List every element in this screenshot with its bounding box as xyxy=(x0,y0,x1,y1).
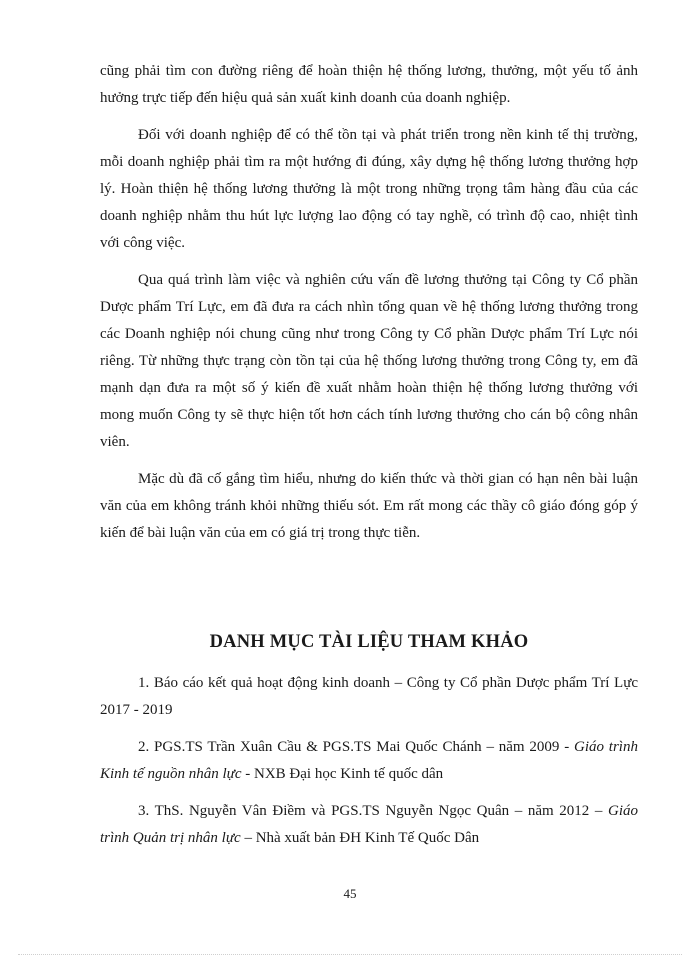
reference-item xyxy=(100,798,638,852)
reference-book-title: Giáo trình Quản trị nhân lực xyxy=(100,803,638,846)
body-text xyxy=(100,58,638,557)
paragraph: Qua quá trình làm việc và nghiên cứu vấn đề lương thưởng tại Công ty Cổ phần Dược phẩm Trí Lực, em đã đưa ra cách nhìn tổng quan về hệ thống lương thưởng trong các Doanh nghiệp nói chung cũng như trong Công ty Cổ phần Dược phẩm Trí Lực nói riêng. Từ những thực trạng còn tồn tại của hệ thống lương thưởng trong Công ty, em đã mạnh dạn đưa ra một số ý kiến đề xuất nhằm hoàn thiện hệ thống lương thưởng với mong muốn Công ty sẽ thực hiện tốt hơn cách tính lương thưởng cho cán bộ công nhân viên. xyxy=(100,272,638,450)
paragraph: Đối với doanh nghiệp để có thể tồn tại và phát triển trong nền kinh tế thị trường, mỗi doanh nghiệp phải tìm ra một hướng đi đúng, xây dựng hệ thống lương thưởng hợp lý. Hoàn thiện hệ thống lương thưởng là một trong những trọng tâm hàng đầu của các doanh nghiệp nhằm thu hút lực lượng lao động có tay nghề, có trình độ cao, nhiệt tình với công việc. xyxy=(100,127,638,251)
reference-publisher: – Nhà xuất bản ĐH Kinh Tế Quốc Dân xyxy=(240,830,480,846)
reference-text: 1. Báo cáo kết quả hoạt động kinh doanh – Công ty Cổ phần Dược phẩm Trí Lực 2017 - 2019 xyxy=(100,675,638,718)
reference-text: 2. PGS.TS Trần Xuân Cầu & PGS.TS Mai Quốc Chánh – năm 2009 - xyxy=(138,739,574,755)
reference-text: 3. ThS. Nguyễn Vân Điềm và PGS.TS Nguyễn Ngọc Quân – năm 2012 – xyxy=(138,803,608,819)
references-list xyxy=(100,670,638,862)
reference-item xyxy=(100,670,638,724)
page-bottom-divider xyxy=(18,954,682,955)
reference-publisher: - NXB Đại học Kinh tế quốc dân xyxy=(241,766,444,782)
paragraph: Mặc dù đã cố gắng tìm hiểu, nhưng do kiến thức và thời gian có hạn nên bài luận văn của em không tránh khỏi những thiếu sót. Em rất mong các thầy cô giáo đóng góp ý kiến để bài luận văn của em có giá trị trong thực tiễn. xyxy=(100,471,638,541)
page-number: 45 xyxy=(343,886,357,901)
reference-book-title: Giáo trình Kinh tế nguồn nhân lực xyxy=(100,739,638,782)
references-heading: DANH MỤC TÀI LIỆU THAM KHẢO xyxy=(209,632,529,652)
paragraph-continuation: cũng phải tìm con đường riêng để hoàn thiện hệ thống lương, thưởng, một yếu tố ảnh hưởng trực tiếp đến hiệu quả sản xuất kinh doanh của doanh nghiệp. xyxy=(100,63,638,106)
reference-item xyxy=(100,734,638,788)
